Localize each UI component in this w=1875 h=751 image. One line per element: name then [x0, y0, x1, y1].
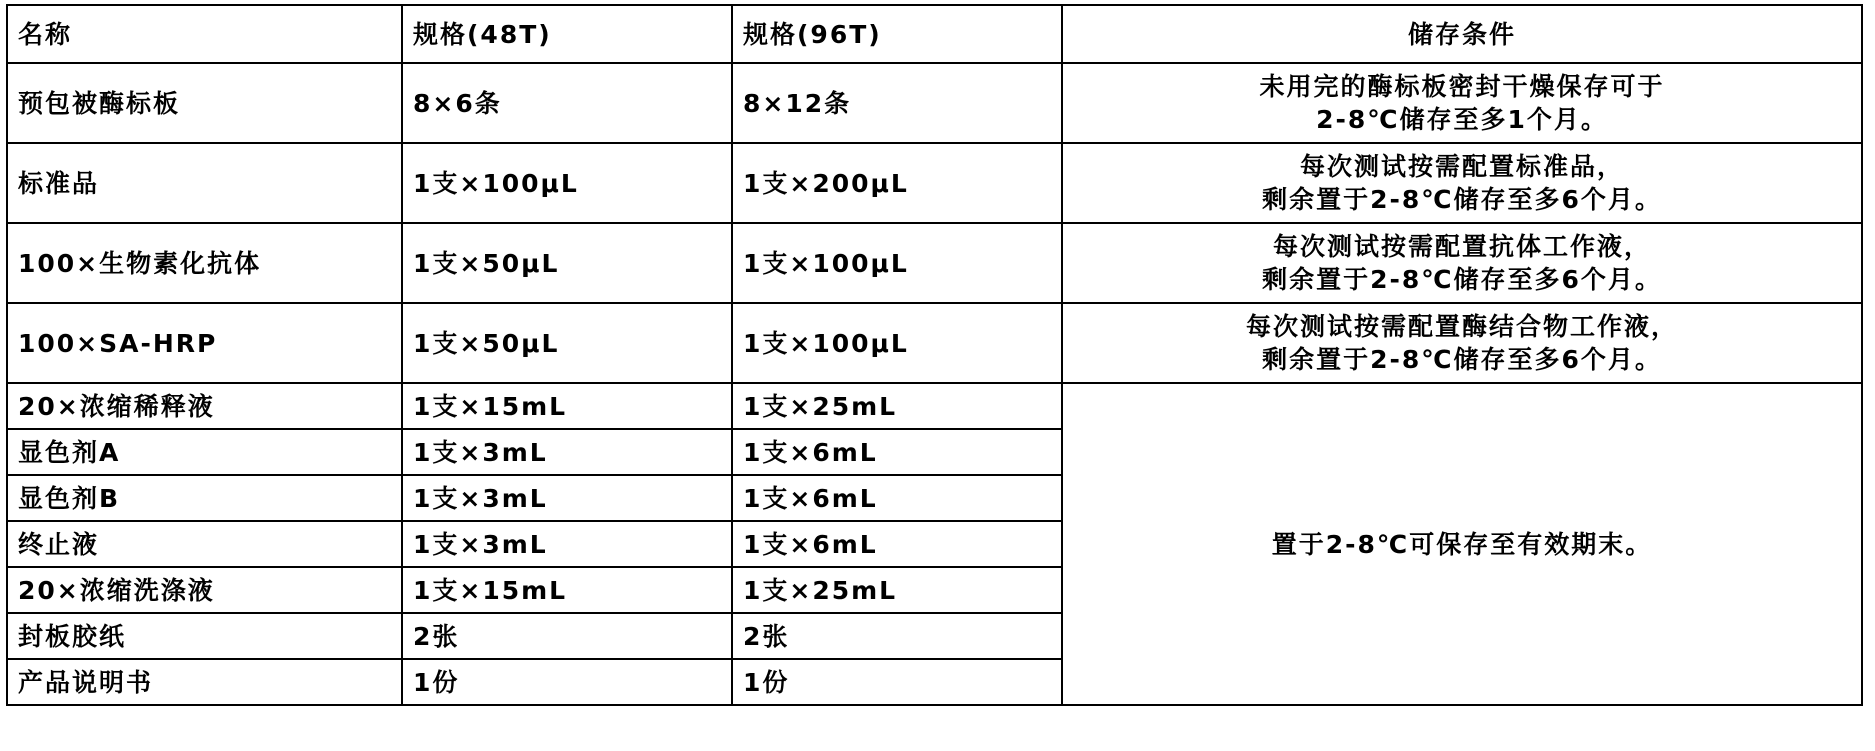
cell-spec-48t: 1支×3mL [402, 429, 732, 475]
cell-spec-48t: 1支×50μL [402, 303, 732, 383]
column-header-spec-96t: 规格(96T) [732, 5, 1062, 63]
cell-spec-48t: 1支×15mL [402, 567, 732, 613]
cell-name: 终止液 [7, 521, 402, 567]
column-header-name: 名称 [7, 5, 402, 63]
cell-name: 显色剂B [7, 475, 402, 521]
cell-storage [1062, 223, 1862, 303]
cell-spec-48t: 1支×3mL [402, 475, 732, 521]
table-row [7, 303, 1862, 383]
cell-name: 20×浓缩洗涤液 [7, 567, 402, 613]
table-row [7, 143, 1862, 223]
column-header-spec-48t: 规格(48T) [402, 5, 732, 63]
document-page [0, 4, 1875, 751]
cell-spec-48t: 1份 [402, 659, 732, 705]
cell-storage-merged: 置于2-8℃可保存至有效期末。 [1062, 383, 1862, 705]
cell-spec-48t: 1支×3mL [402, 521, 732, 567]
storage-line-2: 剩余置于2-8℃储存至多6个月。 [1262, 265, 1662, 294]
cell-spec-96t: 1支×6mL [732, 475, 1062, 521]
table-header-row [7, 5, 1862, 63]
cell-name: 显色剂A [7, 429, 402, 475]
cell-spec-96t: 1支×100μL [732, 303, 1062, 383]
cell-name: 100×SA-HRP [7, 303, 402, 383]
storage-line-1: 每次测试按需配置酶结合物工作液， [1245, 312, 1678, 341]
cell-spec-96t: 1支×200μL [732, 143, 1062, 223]
cell-spec-96t: 8×12条 [732, 63, 1062, 143]
cell-spec-96t: 1支×6mL [732, 521, 1062, 567]
cell-spec-48t: 1支×50μL [402, 223, 732, 303]
cell-name: 封板胶纸 [7, 613, 402, 659]
cell-spec-96t: 1支×25mL [732, 567, 1062, 613]
cell-name: 20×浓缩稀释液 [7, 383, 402, 429]
cell-spec-96t: 1支×25mL [732, 383, 1062, 429]
cell-storage [1062, 303, 1862, 383]
table-row [7, 383, 1862, 429]
cell-spec-96t: 1份 [732, 659, 1062, 705]
table-row [7, 223, 1862, 303]
storage-line-1: 每次测试按需配置标准品， [1299, 152, 1624, 181]
column-header-storage: 储存条件 [1062, 5, 1862, 63]
table-row [7, 63, 1862, 143]
storage-line-1: 每次测试按需配置抗体工作液， [1272, 232, 1651, 261]
storage-line-1: 未用完的酶标板密封干燥保存可于 [1259, 72, 1665, 101]
cell-name: 100×生物素化抗体 [7, 223, 402, 303]
cell-name: 产品说明书 [7, 659, 402, 705]
storage-line-2: 剩余置于2-8℃储存至多6个月。 [1262, 185, 1662, 214]
cell-storage [1062, 143, 1862, 223]
cell-storage [1062, 63, 1862, 143]
cell-spec-48t: 1支×15mL [402, 383, 732, 429]
cell-spec-48t: 8×6条 [402, 63, 732, 143]
cell-name: 预包被酶标板 [7, 63, 402, 143]
cell-spec-48t: 1支×100μL [402, 143, 732, 223]
cell-spec-96t: 1支×6mL [732, 429, 1062, 475]
kit-components-table [6, 4, 1863, 706]
storage-line-2: 剩余置于2-8℃储存至多6个月。 [1262, 345, 1662, 374]
cell-name: 标准品 [7, 143, 402, 223]
cell-spec-96t: 2张 [732, 613, 1062, 659]
cell-spec-96t: 1支×100μL [732, 223, 1062, 303]
storage-line-2: 2-8℃储存至多1个月。 [1316, 105, 1608, 134]
cell-spec-48t: 2张 [402, 613, 732, 659]
